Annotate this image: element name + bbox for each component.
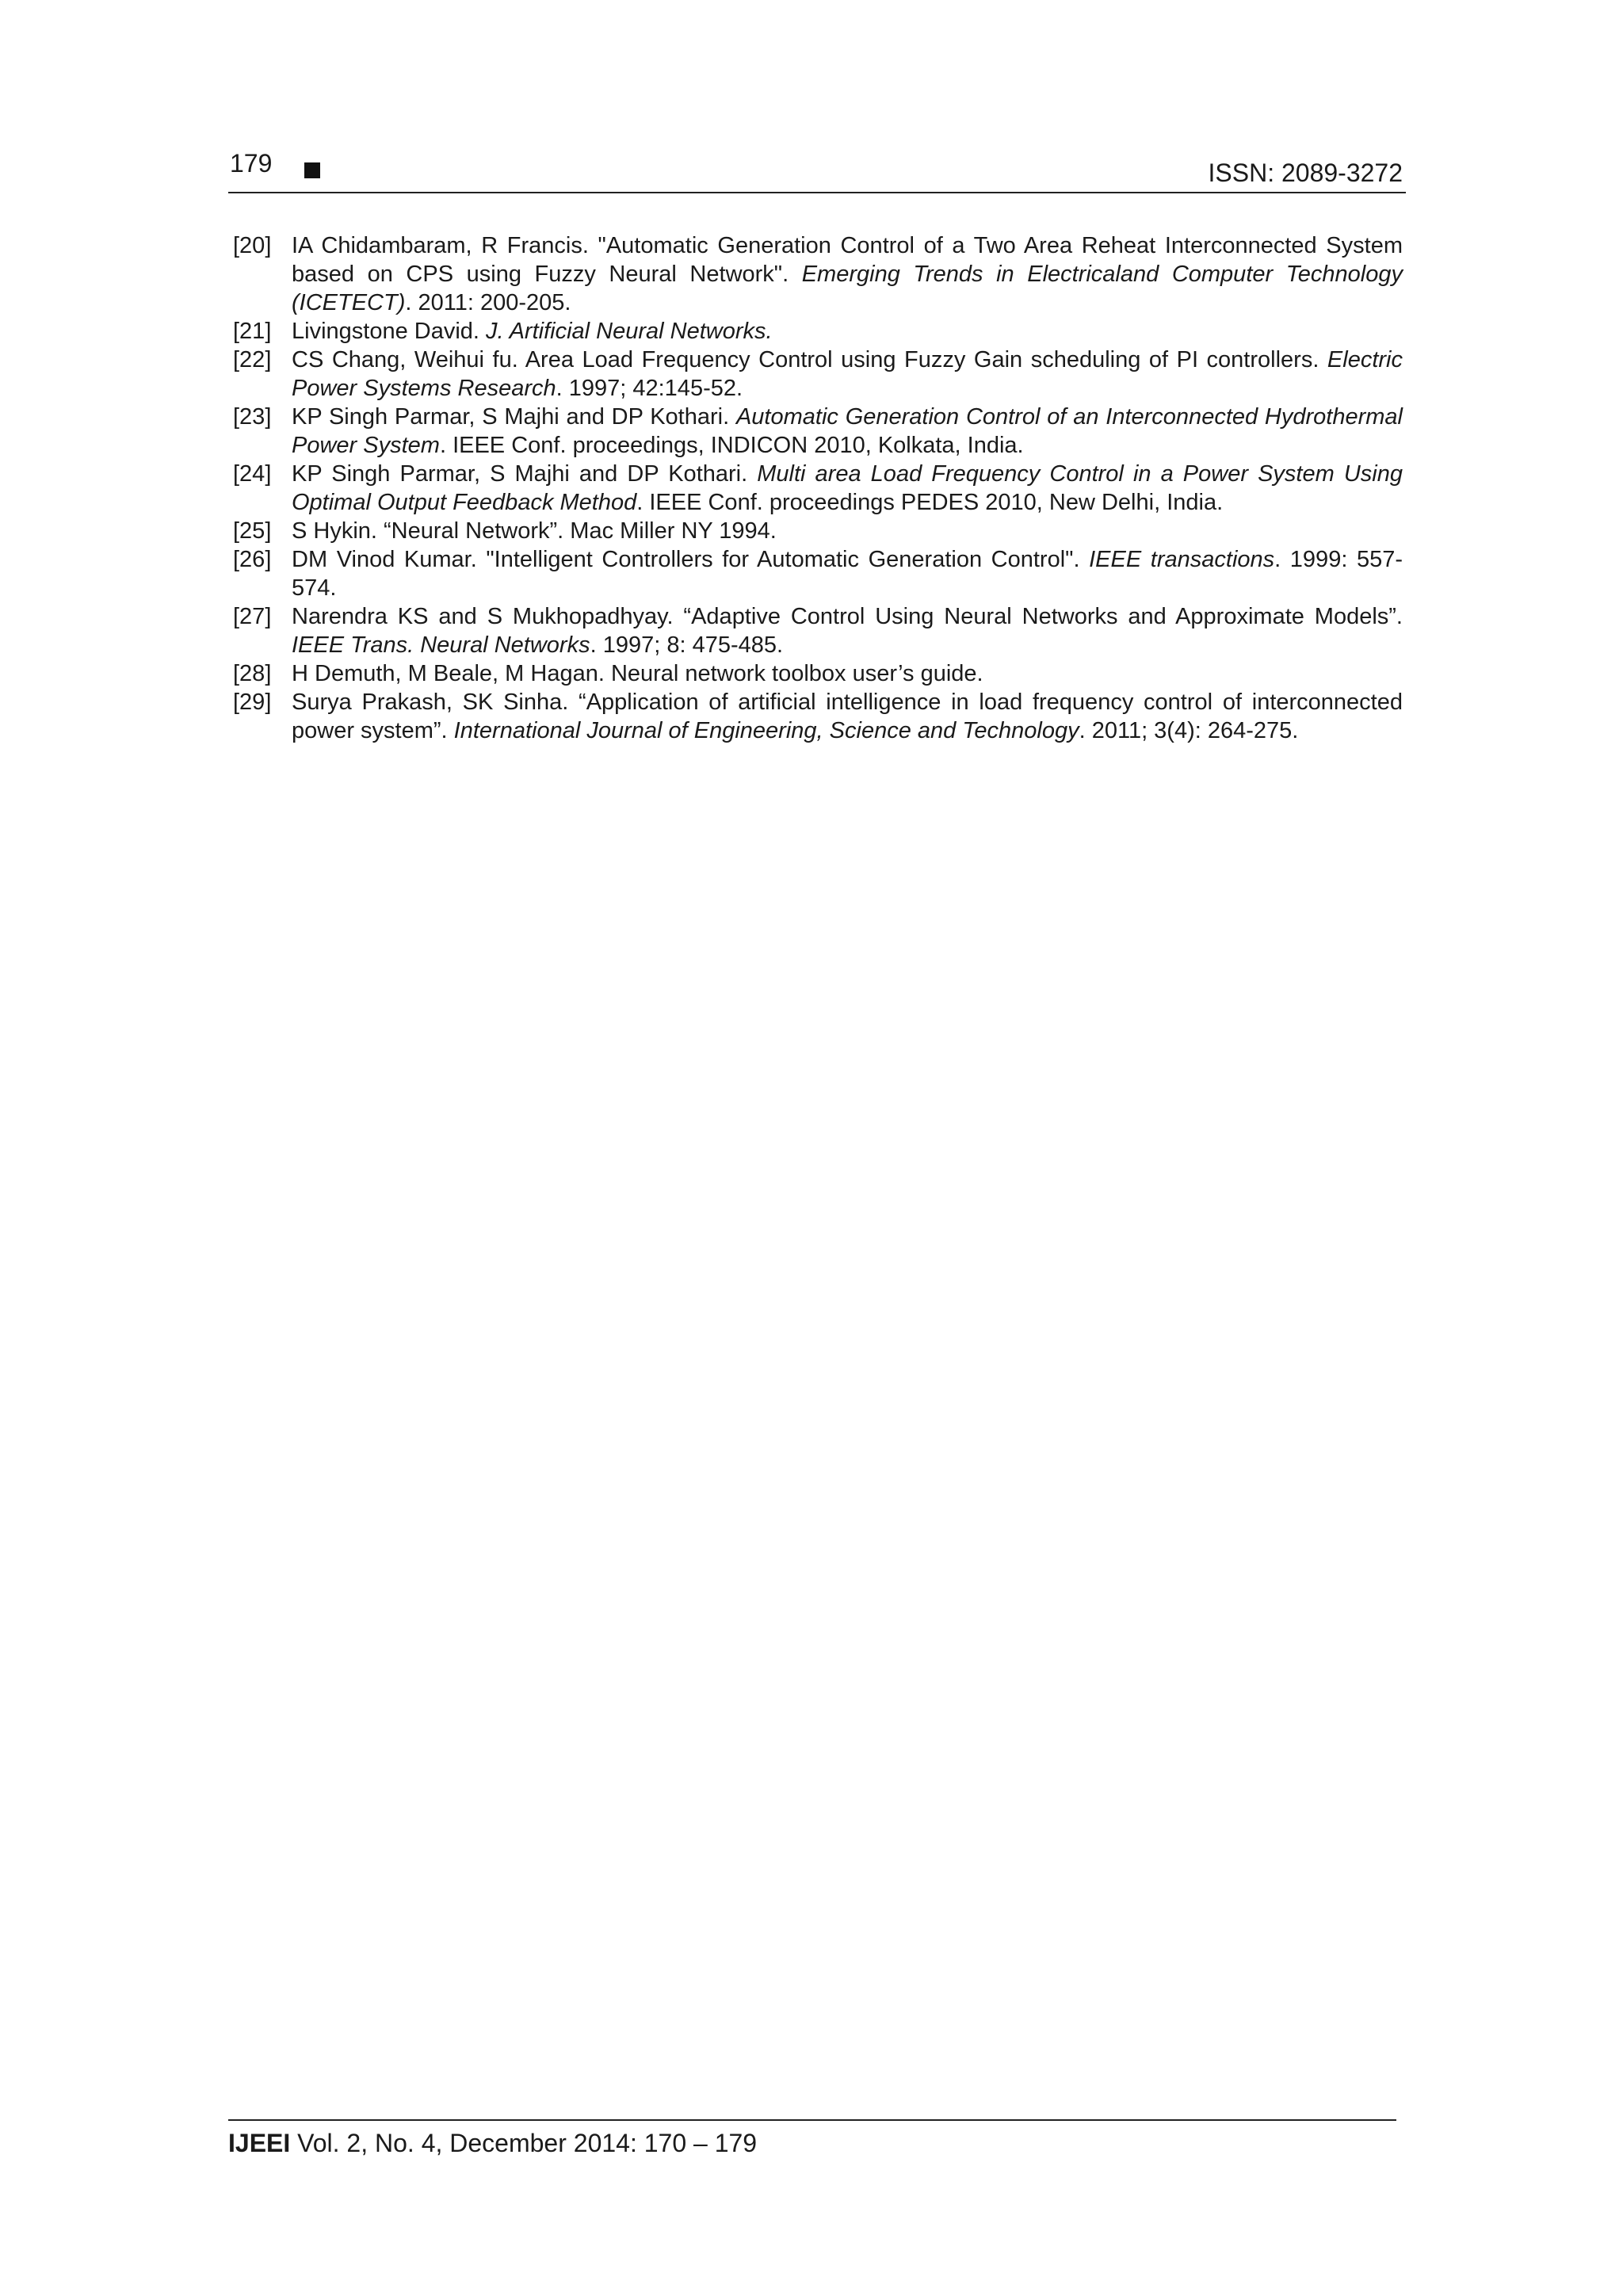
reference-item [233, 659, 1403, 688]
reference-number: [28] [233, 661, 272, 686]
reference-number: [23] [233, 404, 272, 430]
reference-item [233, 460, 1403, 517]
reference-item [233, 231, 1403, 317]
reference-item [233, 317, 1403, 346]
reference-text: Narendra KS and S Mukhopadhyay. “Adaptive Control Using Neural Networks and Approximate Models”. IEEE Trans. Neural Networks. 1997; 8: 475-485. [292, 604, 1403, 658]
reference-item [233, 517, 1403, 545]
square-bullet-icon [304, 162, 320, 178]
reference-text: CS Chang, Weihui fu. Area Load Frequency Control using Fuzzy Gain scheduling of PI controllers. Electric Power Systems Research. 1997; 42:145-52. [292, 347, 1403, 401]
reference-text: Livingstone David. J. Artificial Neural Networks. [292, 319, 773, 344]
journal-abbrev: IJEEI [228, 2129, 291, 2157]
issue-details: Vol. 2, No. 4, December 2014: 170 – 179 [290, 2129, 758, 2157]
page-number: 179 [230, 149, 273, 178]
reference-text: Surya Prakash, SK Sinha. “Application of artificial intelligence in load frequency control of interconnected power system”. International Journal of Engineering, Science and Technology. 2011; 3(4): 264-275. [292, 690, 1403, 743]
reference-number: [25] [233, 518, 272, 544]
reference-item [233, 346, 1403, 403]
page-header [228, 147, 1406, 193]
reference-list [233, 231, 1403, 745]
reference-number: [24] [233, 461, 272, 487]
reference-text: IA Chidambaram, R Francis. "Automatic Generation Control of a Two Area Reheat Interconnected System based on CPS using Fuzzy Neural Network". Emerging Trends in Electricaland Computer Technology (ICETECT). 2011: 200-205. [292, 233, 1403, 315]
reference-item [233, 545, 1403, 602]
reference-number: [22] [233, 347, 272, 372]
reference-text: S Hykin. “Neural Network”. Mac Miller NY 1994. [292, 518, 777, 544]
reference-text: KP Singh Parmar, S Majhi and DP Kothari. Multi area Load Frequency Control in a Power System Using Optimal Output Feedback Method. IEEE Conf. proceedings PEDES 2010, New Delhi, India. [292, 461, 1403, 515]
reference-number: [20] [233, 233, 272, 258]
reference-item [233, 602, 1403, 659]
reference-text: KP Singh Parmar, S Majhi and DP Kothari. Automatic Generation Control of an Interconnected Hydrothermal Power System. IEEE Conf. proceedings, INDICON 2010, Kolkata, India. [292, 404, 1403, 458]
reference-number: [29] [233, 690, 272, 715]
reference-text: H Demuth, M Beale, M Hagan. Neural network toolbox user’s guide. [292, 661, 983, 686]
reference-number: [27] [233, 604, 272, 629]
issn-label: ISSN: 2089-3272 [1208, 159, 1403, 187]
reference-item [233, 403, 1403, 460]
reference-number: [21] [233, 319, 272, 344]
reference-number: [26] [233, 547, 272, 572]
page-footer [228, 2119, 1396, 2158]
reference-item [233, 688, 1403, 745]
reference-text: DM Vinod Kumar. "Intelligent Controllers for Automatic Generation Control". IEEE transactions. 1999: 557-574. [292, 547, 1403, 601]
